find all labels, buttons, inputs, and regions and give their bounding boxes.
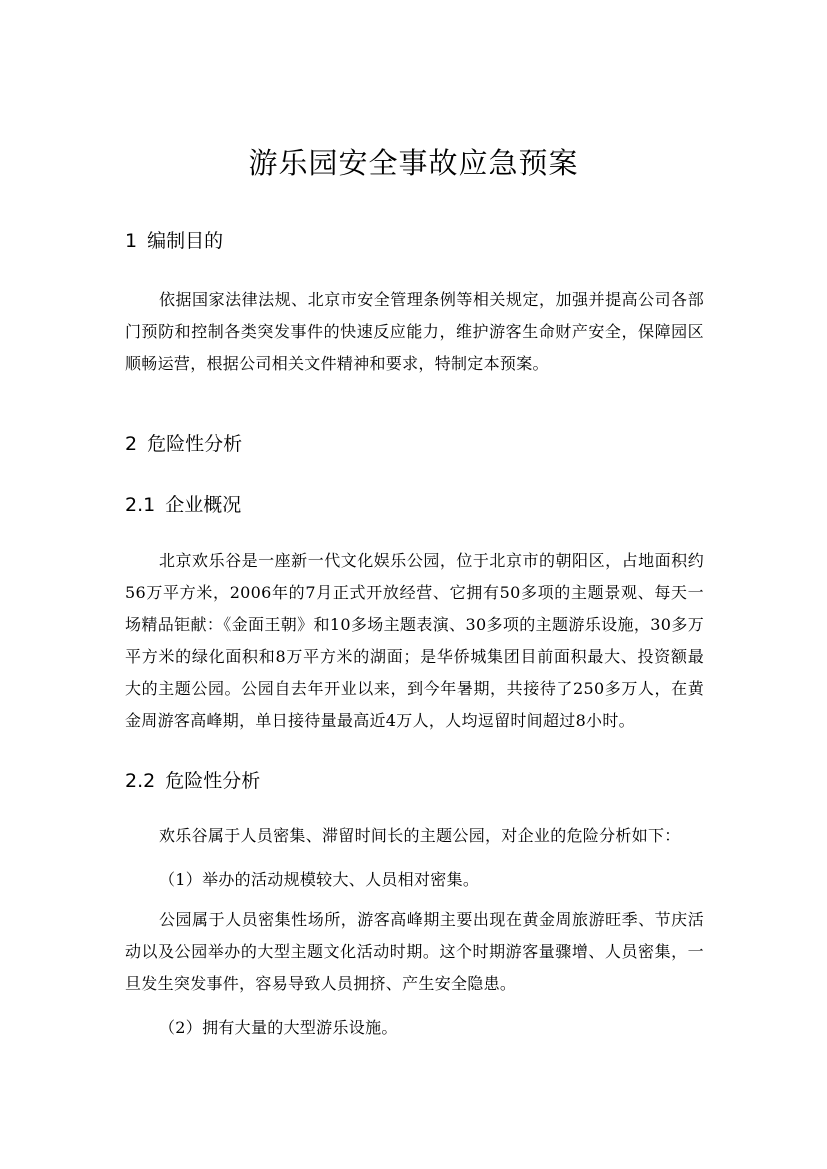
section-heading-1 [125, 228, 223, 254]
section-title: 危险性分析 [147, 433, 243, 455]
section-number: 2.1 [125, 494, 156, 516]
section-title: 编制目的 [147, 230, 224, 252]
section-2-1-paragraph: 北京欢乐谷是一座新一代文化娱乐公园，位于北京市的朝阳区，占地面积约56万平方米，2006年的7月正式开放经营、它拥有50多项的主题景观、每天一场精品钜献：《金面王朝》和10多场主题表演、30多项的主题游乐设施，30多万平方米的绿化面积和8万平方米的湖面；是华侨城集团目前面积最大、投资额最大的主题公园。公园自去年开业以来，到今年暑期，共接待了250多万人，在黄金周游客高峰期，单日接待量最高近4万人，人均逗留时间超过8小时。 [125, 551, 704, 730]
list-item-2: （2）拥有大量的大型游乐设施。 [159, 1018, 398, 1037]
list-item-1-paragraph: 公园属于人员密集性场所，游客高峰期主要出现在黄金周旅游旺季、节庆活动以及公园举办的大型主题文化活动时期。这个时期游客量骤增、人员密集，一旦发生突发事件，容易导致人员拥挤、产生安全隐患。 [125, 910, 704, 993]
section-number: 2 [125, 433, 138, 455]
section-number: 1 [125, 230, 138, 252]
section-1-paragraph: 依据国家法律法规、北京市安全管理条例等相关规定，加强并提高公司各部门预防和控制各类突发事件的快速反应能力，维护游客生命财产安全，保障园区顺畅运营，根据公司相关文件精神和要求，特制定本预案。 [125, 290, 704, 373]
section-2-2-intro: 欢乐谷属于人员密集、滞留时间长的主题公园，对企业的危险分析如下： [159, 826, 681, 845]
section-heading-2-2 [125, 768, 260, 794]
list-item-1: （1）举办的活动规模较大、人员相对密集。 [159, 870, 480, 889]
section-title: 危险性分析 [165, 770, 261, 792]
section-number: 2.2 [125, 770, 156, 792]
document-title: 游乐园安全事故应急预案 [248, 146, 579, 180]
section-heading-2 [125, 431, 242, 457]
section-title: 企业概况 [165, 494, 242, 516]
section-heading-2-1 [125, 492, 241, 518]
